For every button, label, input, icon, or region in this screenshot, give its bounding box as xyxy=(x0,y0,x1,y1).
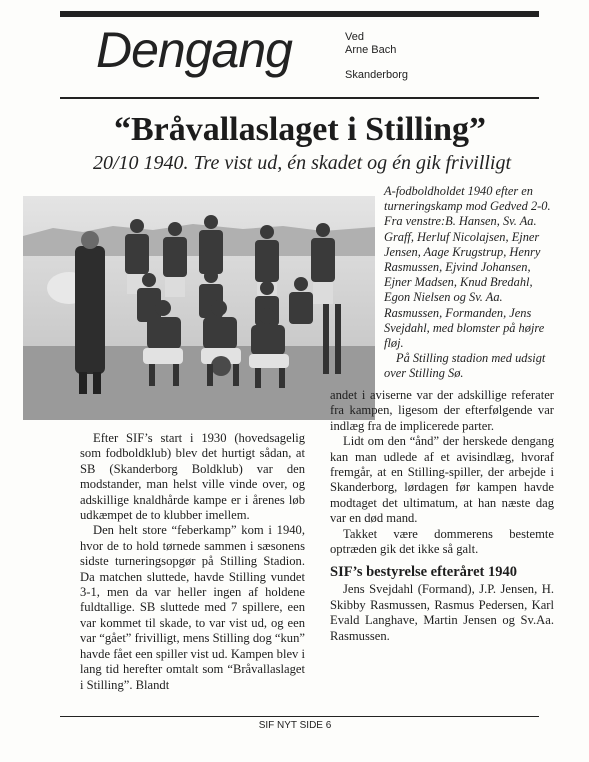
page-label: SIF NYT SIDE 6 xyxy=(258,720,332,731)
byline xyxy=(345,31,396,57)
location: Skanderborg xyxy=(345,69,408,81)
team-photo xyxy=(23,196,375,420)
paragraph: Lidt om den “ånd” der herskede dengang kan man udlede af et avisindlæg, hvoraf fremgår, at en Stilling-spiller, der arbejde i Skanderborg, lørdagen før kampen havde modtaget det ultimatum, at han næste dag var en død mand. xyxy=(330,434,554,526)
photo-caption xyxy=(384,184,554,382)
paragraph: andet i aviserne var der adskillige referater fra kampen, ligesom der efterfølgende var indlæg fra de implicerede parter. xyxy=(330,388,554,433)
left-column xyxy=(80,431,305,693)
headline: “Bråvallaslaget i Stilling” xyxy=(113,111,487,148)
team-photo-illustration xyxy=(23,196,375,420)
board-heading: SIF’s bestyrelse efteråret 1940 xyxy=(330,564,517,581)
byline-prefix: Ved xyxy=(345,31,364,43)
masthead-rule xyxy=(60,97,539,99)
caption-location: På Stilling stadion med udsigt over Stilling Sø. xyxy=(384,351,546,381)
top-rule xyxy=(60,11,539,17)
paragraph: Efter SIF’s start i 1930 (hovedsagelig som fodboldklub) blev det hurtigt sådan, at SB (Skanderborg Boldklub) var den modstander, man helst ville vinde over, og adskillige knaldhårde kampe er i årenes løb udkæmpet de to klubber imellem. xyxy=(80,431,305,523)
board-members: Jens Svejdahl (Formand), J.P. Jensen, H. Skibby Rasmussen, Rasmus Pedersen, Karl Evald Langhave, Martin Jensen og Sv.Aa. Rasmussen. xyxy=(330,582,554,643)
caption-text: A-fodboldholdet 1940 efter en turneringskamp mod Gedved 2-0. Fra venstre:B. Hansen, Sv. Aa. Graff, Herluf Nicolajsen, Ejner Jensen, Aage Krugstrup, Henry Rasmussen, Ejvind Johansen, Ejner Madsen, Knud Bredahl, Egon Nielsen og Sv. Aa. Rasmussen, Formanden, Jens Svejdahl, med blomster på højre fløj. xyxy=(384,184,551,351)
bottom-rule xyxy=(60,716,539,717)
column-name: Dengang xyxy=(96,22,292,78)
right-column xyxy=(330,388,554,644)
byline-author: Arne Bach xyxy=(345,44,397,56)
paragraph: Takket være dommerens bestemte optræden gik det ikke så galt. xyxy=(330,526,554,557)
paragraph: Den helt store “feberkamp” kom i 1940, hvor de to hold tørnede sammen i sæsonens sidste turneringsopgør på Stilling Stadion. Da matchen sluttede, havde Stilling vundet 3-1, men da var heller ingen af holdene fuldtallige. SB sluttede med 7 spillere, een var kommet til skade, to var vist ud, og een var “gået” frivilligt, mens Stilling dog “kun” havde fået een spiller vist ud. Kampen blev i lang tid herefter omtalt som “Bråvallaslaget i Stilling”. Blandt xyxy=(80,523,305,692)
subheadline: 20/10 1940. Tre vist ud, én skadet og én gik frivilligt xyxy=(92,152,512,174)
